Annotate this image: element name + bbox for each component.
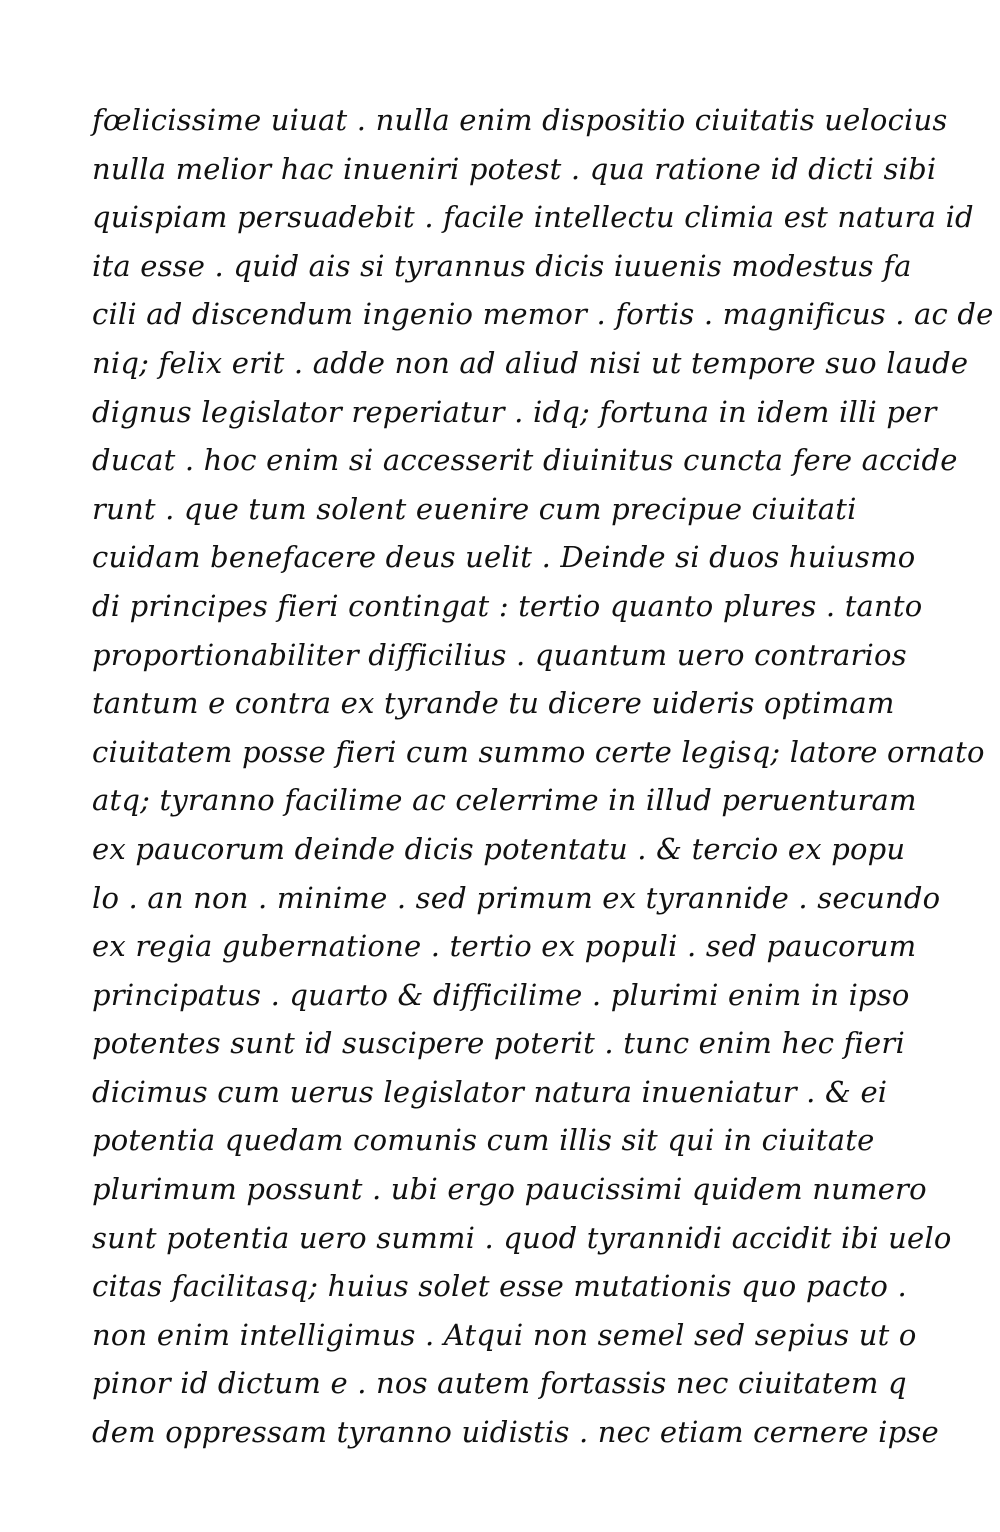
text-line: ex regia gubernatione . tertio ex populi . sed paucorum <box>92 929 917 964</box>
manuscript-text <box>92 96 994 1457</box>
text-line: fœlicissime uiuat . nulla enim dispositio ciuitatis uelocius <box>92 103 948 137</box>
text-line: runt . que tum solent euenire cum precipue ciuitati <box>92 491 857 526</box>
text-line: proportionabiliter difficilius . quantum uero contrarios <box>92 637 907 672</box>
text-line: atq; tyranno facilime ac celerrime in illud peruenturam <box>92 783 917 818</box>
text-line: lo . an non . minime . sed primum ex tyrannide . secundo <box>92 880 941 915</box>
text-line: niq; felix erit . adde non ad aliud nisi ut tempore suo laude <box>92 345 969 380</box>
text-line: di principes fieri contingat : tertio quanto plures . tanto <box>92 588 923 623</box>
text-line: ciuitatem posse fieri cum summo certe legisq; latore ornato <box>92 734 985 769</box>
text-line: plurimum possunt . ubi ergo paucissimi quidem numero <box>92 1172 927 1207</box>
text-line: nulla melior hac inueniri potest . qua ratione id dicti sibi <box>92 151 937 186</box>
text-line: ex paucorum deinde dicis potentatu . & tercio ex popu <box>92 831 906 866</box>
text-line: principatus . quarto & difficilime . plurimi enim in ipso <box>92 977 910 1012</box>
text-line: pinor id dictum e . nos autem fortassis nec ciuitatem q <box>92 1366 907 1401</box>
text-line: potentes sunt id suscipere poterit . tunc enim hec fieri <box>92 1026 905 1061</box>
text-line: ita esse . quid ais si tyrannus dicis iuuenis modestus fa <box>92 248 912 283</box>
text-line: dicimus cum uerus legislator natura inueniatur . & ei <box>92 1074 888 1109</box>
text-line: quispiam persuadebit . facile intellectu climia est natura id <box>92 200 974 235</box>
text-line: dem oppressam tyranno uidistis . nec etiam cernere ipse <box>92 1415 939 1450</box>
text-line: cuidam benefacere deus uelit . Deinde si duos huiusmo <box>92 540 916 575</box>
text-line: potentia quedam comunis cum illis sit qui in ciuitate <box>92 1123 875 1158</box>
text-line: tantum e contra ex tyrande tu dicere uideris optimam <box>92 686 895 721</box>
text-line: sunt potentia uero summi . quod tyrannidi accidit ibi uelo <box>92 1220 952 1255</box>
text-line: dignus legislator reperiatur . idq; fortuna in idem illi per <box>92 394 937 429</box>
text-line: ducat . hoc enim si accesserit diuinitus cuncta fere accide <box>92 443 958 478</box>
text-line: non enim intelligimus . Atqui non semel sed sepius ut o <box>92 1317 917 1352</box>
text-line: citas facilitasq; huius solet esse mutationis quo pacto . <box>92 1269 907 1304</box>
text-line: cili ad discendum ingenio memor . fortis . magnificus . ac de <box>92 297 994 332</box>
